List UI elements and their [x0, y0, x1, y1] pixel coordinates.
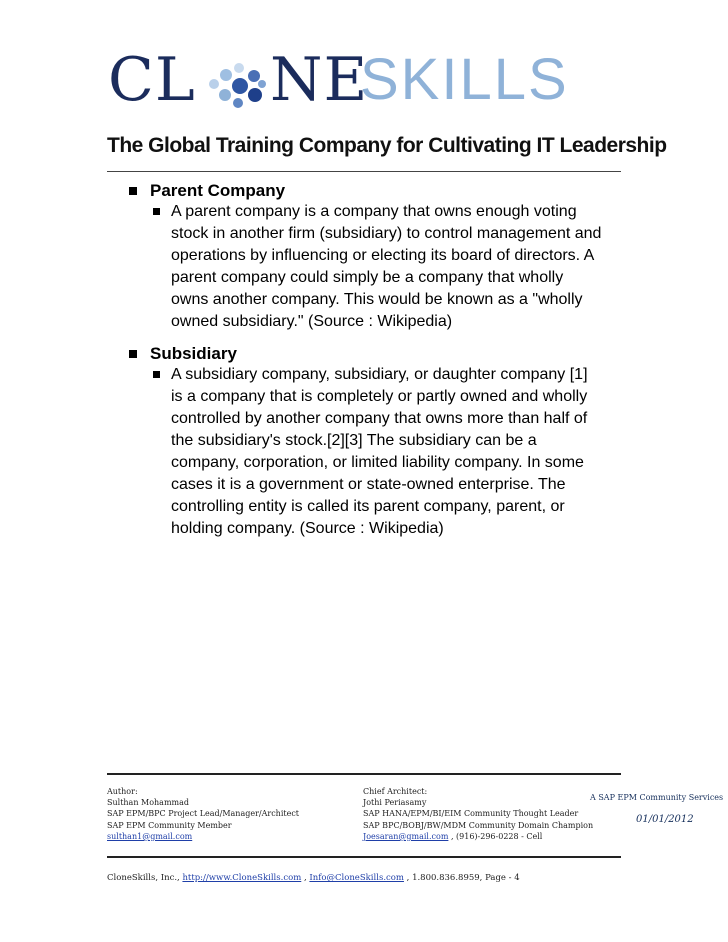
cloneskills-logo: [108, 40, 628, 120]
architect-role: SAP HANA/EPM/BI/EIM Community Thought Leader: [363, 809, 579, 819]
architect-phone: , (916)-296-0228 - Cell: [448, 831, 543, 841]
bullet-square-icon: [153, 208, 160, 215]
footer-divider-bottom: [107, 856, 621, 858]
footer-architect-block: [363, 786, 593, 842]
company-name: CloneSkills, Inc.,: [107, 873, 183, 883]
paragraph-line: owned subsidiary." (Source : Wikipedia): [171, 313, 453, 330]
architect-role: SAP BPC/BOBJ/BW/MDM Community Domain Champion: [363, 820, 594, 830]
paragraph-line: A parent company is a company that owns enough voting: [171, 203, 577, 220]
architect-label: Chief Architect:: [363, 787, 428, 796]
website-link[interactable]: http://www.CloneSkills.com: [182, 873, 302, 883]
architect-name: Jothi Periasamy: [363, 798, 427, 808]
section-heading: Subsidiary: [150, 344, 237, 363]
info-email-link[interactable]: Info@CloneSkills.com: [309, 873, 404, 883]
section-paragraph: [171, 364, 588, 540]
author-email-link[interactable]: sulthan1@gmail.com: [107, 831, 193, 841]
logo-text-ne: NE: [270, 45, 369, 115]
architect-contact: [363, 831, 593, 842]
author-name: Sulthan Mohammad: [107, 798, 190, 808]
paragraph-line: parent company could simply be a company that wholly: [171, 269, 564, 286]
section-paragraph: [171, 201, 601, 333]
paragraph-line: controlling entity is called its parent company, parent, or: [171, 498, 565, 515]
paragraph-line: company, corporation, or limited liability company. In some: [171, 454, 584, 471]
footer-bottom-line: [107, 873, 520, 883]
logo-dots-icon: [204, 48, 270, 114]
footer-divider-top: [107, 773, 621, 775]
logo-text-cl: CL: [108, 45, 196, 115]
section-heading: Parent Company: [150, 181, 286, 200]
paragraph-line: is a company that is completely or partly owned and wholly: [171, 388, 588, 405]
footer-author-block: [107, 786, 299, 842]
paragraph-line: A subsidiary company, subsidiary, or daughter company [1]: [171, 366, 588, 383]
logo-text-skills: SKILLS: [360, 47, 569, 112]
separator: ,: [301, 873, 310, 883]
paragraph-line: the subsidiary's stock.[2][3] The subsidiary can be a: [171, 432, 537, 449]
header-divider: [107, 171, 621, 172]
bullet-square-icon: [129, 350, 137, 358]
author-role: SAP EPM/BPC Project Lead/Manager/Architect: [107, 809, 300, 819]
paragraph-line: stock in another firm (subsidiary) to control management and: [171, 225, 602, 242]
bullet-square-icon: [153, 371, 160, 378]
paragraph-line: operations by influencing or electing its board of directors. A: [171, 247, 595, 264]
phone-page: , 1.800.836.8959, Page - 4: [403, 873, 520, 883]
paragraph-line: holding company. (Source : Wikipedia): [171, 520, 444, 537]
paragraph-line: cases it is a government or state-owned enterprise. The: [171, 476, 566, 493]
paragraph-line: controlled by another company that owns more than half of: [171, 410, 588, 427]
paragraph-line: owns another company. This would be known as a "wholly: [171, 291, 583, 308]
bullet-square-icon: [129, 187, 137, 195]
tagline: The Global Training Company for Cultivating IT Leadership: [107, 134, 667, 157]
service-label: A SAP EPM Community Services: [590, 793, 724, 802]
author-member: SAP EPM Community Member: [107, 820, 232, 830]
architect-email-link[interactable]: Joesaran@gmail.com: [363, 831, 449, 841]
footer-date: 01/01/2012: [636, 814, 694, 825]
author-label: Author:: [107, 787, 138, 796]
